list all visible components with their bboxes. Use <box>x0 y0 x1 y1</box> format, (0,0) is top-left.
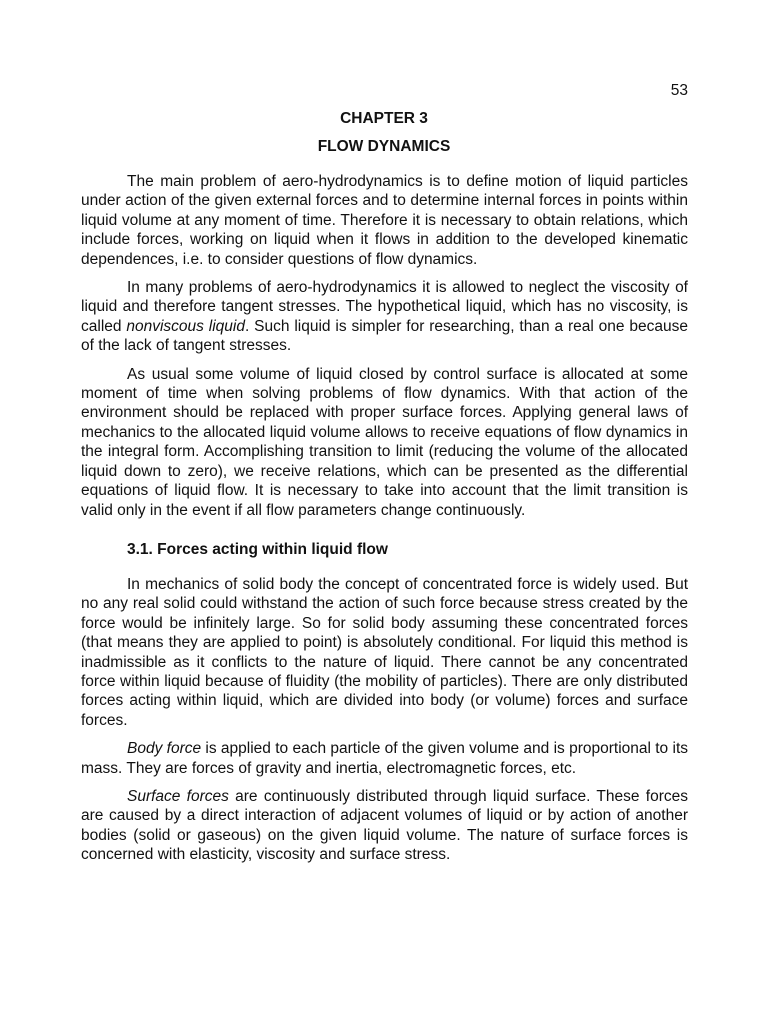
paragraph-nonviscous-text-end: . Such liquid is simpler for researching, than a real one because of the lack of tangent stresses. <box>81 317 688 355</box>
paragraph-surface-forces-text: are continuously distributed through liquid surface. These forces are caused by a direct interaction of adjacent volumes of liquid or by action of another bodies (solid or gaseous) on the given liquid volume. The nature of surface forces is concerned with elasticity, viscosity and surface stress. <box>81 787 688 864</box>
paragraph-nonviscous <box>81 278 688 356</box>
paragraph-concentrated-force: In mechanics of solid body the concept of concentrated force is widely used. But no any real solid could withstand the action of such force because stress created by the force would be infinitely large. So for solid body assuming these concentrated forces (that means they are applied to point) is absolutely conditional. For liquid this method is inadmissible as it conflicts to the nature of liquid. There cannot be any concentrated force within liquid because of fluidity (the mobility of particles). There are only distributed forces acting within liquid, which are divided into body (or volume) forces and surface forces. <box>81 575 688 729</box>
chapter-label: CHAPTER 3 <box>340 110 428 127</box>
paragraph-body-force-text: is applied to each particle of the given volume and is proportional to its mass. They are forces of gravity and inertia, electromagnetic forces, etc. <box>81 740 688 777</box>
chapter-title: FLOW DYNAMICS <box>317 138 451 155</box>
paragraph-intro: The main problem of aero-hydrodynamics is to define motion of liquid particles under action of the given external forces and to determine internal forces in points within liquid volume at any moment of time. Therefore it is necessary to obtain relations, which include forces, working on liquid when it flows in addition to the developed kinematic dependences, i.e. to consider questions of flow dynamics. <box>81 173 688 268</box>
paragraph-body-force <box>81 739 688 778</box>
paragraph-control-volume: As usual some volume of liquid closed by control surface is allocated at some moment of time when solving problems of flow dynamics. With that action of the environment should be replaced with proper surface forces. Applying general laws of mechanics to the allocated liquid volume allows to receive equations of flow dynamics in the integral form. Accomplishing transition to limit (reducing the volume of the allocated liquid down to zero), we receive relations, which can be presented as the differential equations of liquid flow. It is necessary to take into account that the limit transition is valid only in the event if all flow parameters change continuously. <box>81 365 688 519</box>
paragraph-surface-forces <box>81 787 688 865</box>
term-surface-forces: Surface forces <box>127 787 229 805</box>
paragraph-nonviscous-text-start: In many problems of aero-hydrodynamics it is allowed to neglect the viscosity of liquid and therefore tangent stresses. The hypothetical liquid, which has no viscosity, is called <box>81 279 688 335</box>
term-body-force: Body force <box>127 740 202 758</box>
page-number: 53 <box>670 82 688 99</box>
term-nonviscous-liquid: nonviscous liquid <box>126 317 245 335</box>
body-text <box>81 172 688 874</box>
section-heading: 3.1. Forces acting within liquid flow <box>127 540 388 558</box>
